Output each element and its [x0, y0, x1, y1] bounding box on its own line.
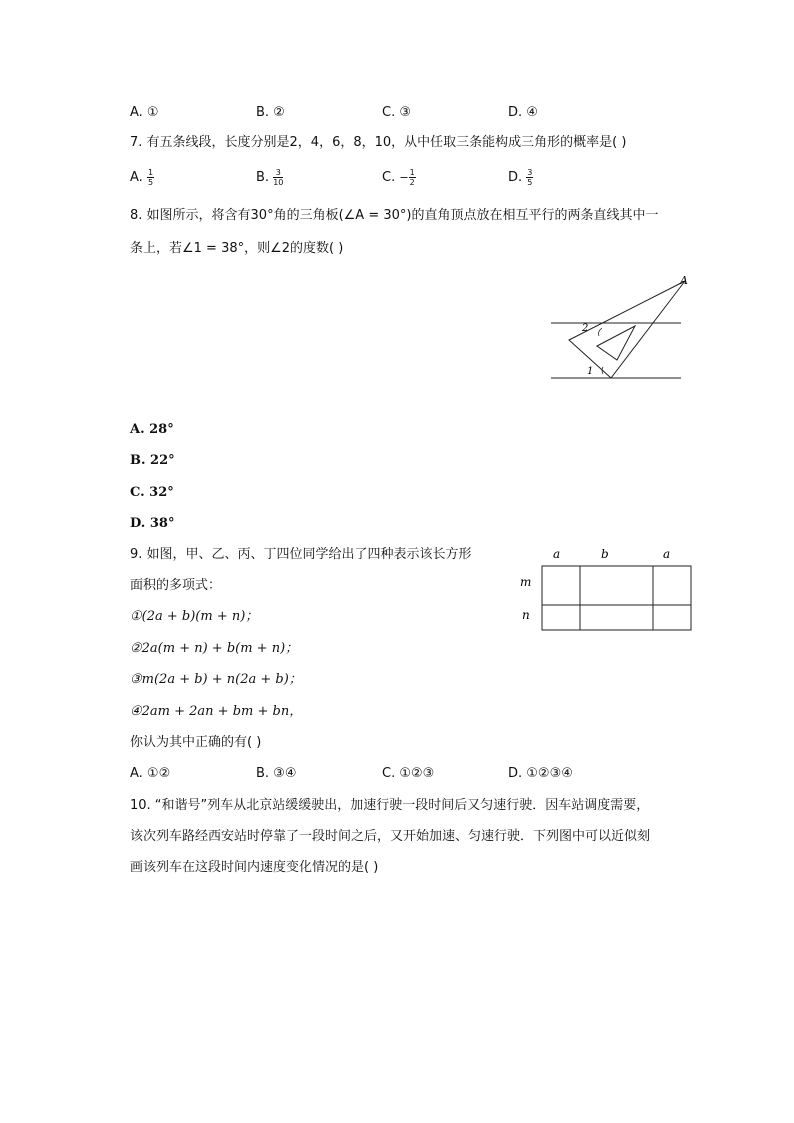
q9-item-1: ①(2a + b)(m + n)；	[130, 609, 259, 624]
rectangle-outline	[542, 566, 691, 630]
label-left-m: m	[520, 575, 532, 589]
option-prefix: D.	[508, 170, 523, 185]
q8-option-d[interactable]: D. 38°	[130, 516, 175, 531]
q10-text-line2: 该次列车路经西安站时停靠了一段时间之后，又开始加速、匀速行驶．下列图中可以近似刻	[130, 829, 651, 844]
q9-rectangle-figure	[512, 542, 702, 634]
label-left-n: n	[522, 608, 530, 622]
q10-text-line3: 画该列车在这段时间内速度变化情况的是( )	[130, 860, 379, 875]
q7-option-d[interactable]	[508, 168, 533, 187]
fraction-numerator: 3	[527, 168, 533, 177]
label-top-a2: a	[663, 547, 671, 561]
q6-option-c[interactable]: C. ③	[382, 105, 411, 120]
label-angle-1: 1	[587, 366, 594, 377]
fraction	[409, 168, 416, 187]
fraction-denominator: 10	[273, 178, 284, 187]
q8-figure	[545, 268, 695, 386]
label-a: A	[680, 274, 688, 287]
q8-option-b[interactable]: B. 22°	[130, 453, 175, 468]
triangle-inner	[597, 326, 635, 360]
q9-item-2: ②2a(m + n) + b(m + n)；	[130, 641, 299, 656]
label-top-b: b	[601, 547, 609, 561]
q9-option-a[interactable]: A. ①②	[130, 766, 171, 781]
fraction-numerator: 3	[273, 168, 283, 178]
fraction-numerator: 1	[409, 168, 415, 177]
q6-option-a[interactable]: A. ①	[130, 105, 159, 120]
angle-2-arc	[598, 328, 602, 336]
fraction	[273, 168, 283, 187]
label-top-a1: a	[553, 547, 561, 561]
fraction-denominator: 5	[147, 178, 154, 187]
q6-option-b[interactable]: B. ②	[256, 105, 285, 120]
option-prefix: B.	[256, 170, 270, 185]
fraction	[526, 168, 533, 187]
minus-sign: −	[399, 171, 409, 184]
q9-item-4: ④2am + 2an + bm + bn，	[130, 704, 303, 719]
q8-text-line1: 8. 如图所示，将含有30°角的三角板(∠A = 30°)的直角顶点放在相互平行的两条直线其中一	[130, 208, 659, 223]
q9-option-b[interactable]: B. ③④	[256, 766, 297, 781]
q7-option-c[interactable]	[382, 168, 416, 187]
fraction-denominator: 5	[527, 178, 533, 187]
option-prefix: A.	[130, 170, 143, 185]
q9-question: 你认为其中正确的有( )	[130, 735, 262, 750]
q7-text: 7. 有五条线段，长度分别是2，4，6，8，10，从中任取三条能构成三角形的概率是( )	[130, 135, 627, 150]
fraction-numerator: 1	[147, 168, 154, 177]
q9-item-3: ③m(2a + b) + n(2a + b)；	[130, 672, 302, 687]
q7-option-a[interactable]	[130, 168, 154, 187]
q8-option-c[interactable]: C. 32°	[130, 485, 174, 500]
q8-option-a[interactable]: A. 28°	[130, 422, 174, 437]
q6-option-d[interactable]: D. ④	[508, 105, 538, 120]
option-prefix: C.	[382, 170, 396, 185]
fraction	[147, 168, 154, 187]
fraction-denominator: 2	[409, 178, 415, 187]
q9-option-d[interactable]: D. ①②③④	[508, 766, 573, 781]
q9-text-line2: 面积的多项式：	[130, 578, 222, 593]
q10-text-line1: 10. “和谐号”列车从北京站缓缓驶出，加速行驶一段时间后又匀速行驶．因车站调度需要，	[130, 798, 650, 813]
q9-option-c[interactable]: C. ①②③	[382, 766, 435, 781]
q7-option-b[interactable]	[256, 168, 283, 187]
q8-text-line2: 条上，若∠1 = 38°，则∠2的度数( )	[130, 241, 344, 256]
label-angle-2: 2	[582, 323, 589, 334]
q9-text-line1: 9. 如图，甲、乙、丙、丁四位同学给出了四种表示该长方形	[130, 547, 472, 562]
